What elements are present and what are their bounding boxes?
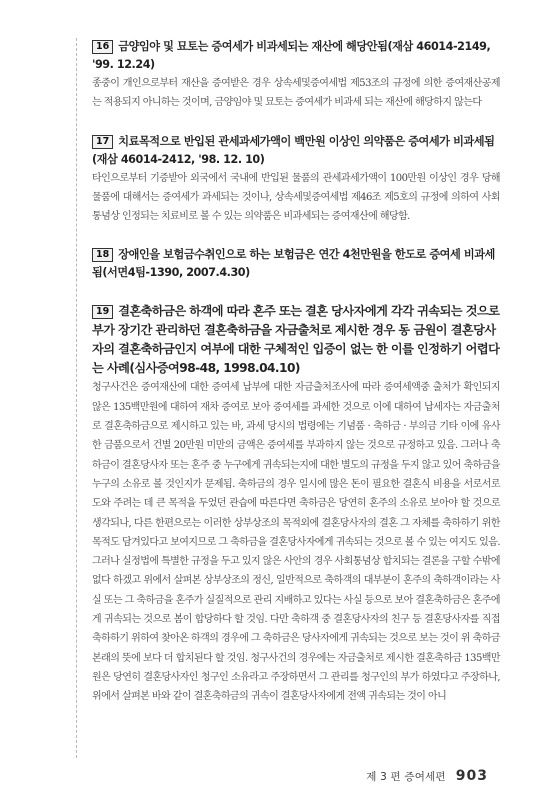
page-number: 903 <box>455 768 488 784</box>
section-heading <box>92 38 500 74</box>
margin-dashed-line <box>76 38 77 758</box>
case-section-17 <box>92 133 500 227</box>
section-body: 타인으로부터 기증받아 외국에서 국내에 반입된 물품의 관세과세가액이 100만원 이상인 경우 당해 물품에 대해서는 증여세가 과세되는 것이나, 상속세및증여세법 제46조 제5호의 규정에 의하여 사회통념상 인정되는 치료비로 볼 수 있는 의약품은 비과세되는 증여재산에 해당함. <box>92 172 500 223</box>
section-number-badge: 19 <box>92 305 113 319</box>
section-heading <box>92 246 500 282</box>
section-heading <box>92 133 500 169</box>
section-body: 종중이 개인으로부터 재산을 증여받은 경우 상속세및증여세법 제53조의 규정에 의한 증여재산공제는 적용되지 아니하는 것이며, 금양임야 및 묘토는 증여세가 비과세 되는 재산에 해당하지 않는다 <box>92 78 500 109</box>
section-number-badge: 16 <box>92 40 113 54</box>
section-number-badge: 17 <box>92 135 113 149</box>
section-heading-text: 결혼축하금은 하객에 따라 혼주 또는 결혼 당사자에게 각각 귀속되는 것으로 부가 장기간 관리하던 결혼축하금을 자금출처로 제시한 경우 동 금원이 결혼당사자의 결혼축하금인지 여부에 대한 구체적인 입증이 없는 한 이를 인정하기 어렵다는 사례(심사증여98-48, 1998.04.10) <box>92 304 500 376</box>
case-section-18 <box>92 246 500 282</box>
footer-part-label: 제 3 편 증여세편 <box>366 771 446 783</box>
section-body: 청구사건은 증여재산에 대한 증여세 납부에 대한 자금출처조사에 따라 증여세액중 출처가 확인되지 않은 135백만원에 대하여 재차 증여로 보아 증여세를 과세한 것으로 이에 대하여 납세자는 자금출처로 결혼축하금으로 제시하고 있는 바, 과세 당시의 법령에는 기념품 · 축하금 · 부의금 기타 이에 유사한 금품으로서 건별 20만원 미만의 금액은 증여세를 부과하지 않는 것으로 규정하고 있음. 그러나 축하금이 결혼당사자 또는 혼주 중 누구에게 귀속되는지에 대한 별도의 규정을 두지 않고 있어 축하금을 누구의 소유로 볼 것인지가 문제됨. 축하금의 경우 일시에 많은 돈이 필요한 결혼식 비용을 서로서로 도와 주려는 데 큰 목적을 두었던 관습에 따른다면 축하금은 당연히 혼주의 소유로 보아야 할 것으로 생각되나, 다른 한편으로는 이러한 상부상조의 목적외에 결혼당사자의 결혼 그 자체를 축하하기 위한 목적도 담겨있다고 보여지므로 그 축하금을 결혼당사자에게 귀속되는 것으로 볼 수 있는 여지도 있음. 그러나 실정법에 특별한 규정을 두고 있지 않은 사안의 경우 사회통념상 합치되는 결론을 구할 수밖에 없다 하겠고 위에서 살펴본 상부상조의 정신, 일반적으로 축하객의 대부분이 혼주의 축하객이라는 사실 또는 그 축하금을 혼주가 실질적으로 관리 지배하고 있다는 사실 등으로 보아 결혼축하금은 혼주에게 귀속되는 것으로 봄이 합당하다 할 것임. 다만 축하객 중 결혼당사자의 친구 등 결혼당사자를 직접 축하하기 위하여 찾아온 하객의 경우에 그 축하금은 당사자에게 귀속되는 것으로 보는 것이 위 축하금 본래의 뜻에 보다 더 합치된다 할 것임. 청구사건의 경우에는 자금출처로 제시한 결혼축하금 135백만원은 당연히 결혼당사자인 청구인 소유라고 주장하면서 그 관리를 청구인의 부가 하였다고 주장하나, 위에서 살펴본 바와 같이 결혼축하금의 귀속이 결혼당사자에게 전액 귀속되는 것이 아니 <box>92 382 500 703</box>
case-section-16 <box>92 38 500 113</box>
case-section-19 <box>92 302 500 706</box>
section-heading-text: 치료목적으로 반입된 관세과세가액이 백만원 이상인 의약품은 증여세가 비과세됨(재삼 46014-2412, '98. 12. 10) <box>92 134 495 166</box>
section-heading-text: 장애인을 보험금수취인으로 하는 보험금은 연간 4천만원을 한도로 증여세 비과세됨(서면4팀-1390, 2007.4.30) <box>92 248 495 280</box>
section-heading-text: 금양임야 및 묘토는 증여세가 비과세되는 재산에 해당안됨(재삼 46014-2149, '99. 12.24) <box>92 40 491 71</box>
section-number-badge: 18 <box>92 248 113 262</box>
content-column <box>92 38 500 727</box>
section-heading <box>92 302 500 378</box>
page-footer <box>366 768 488 784</box>
